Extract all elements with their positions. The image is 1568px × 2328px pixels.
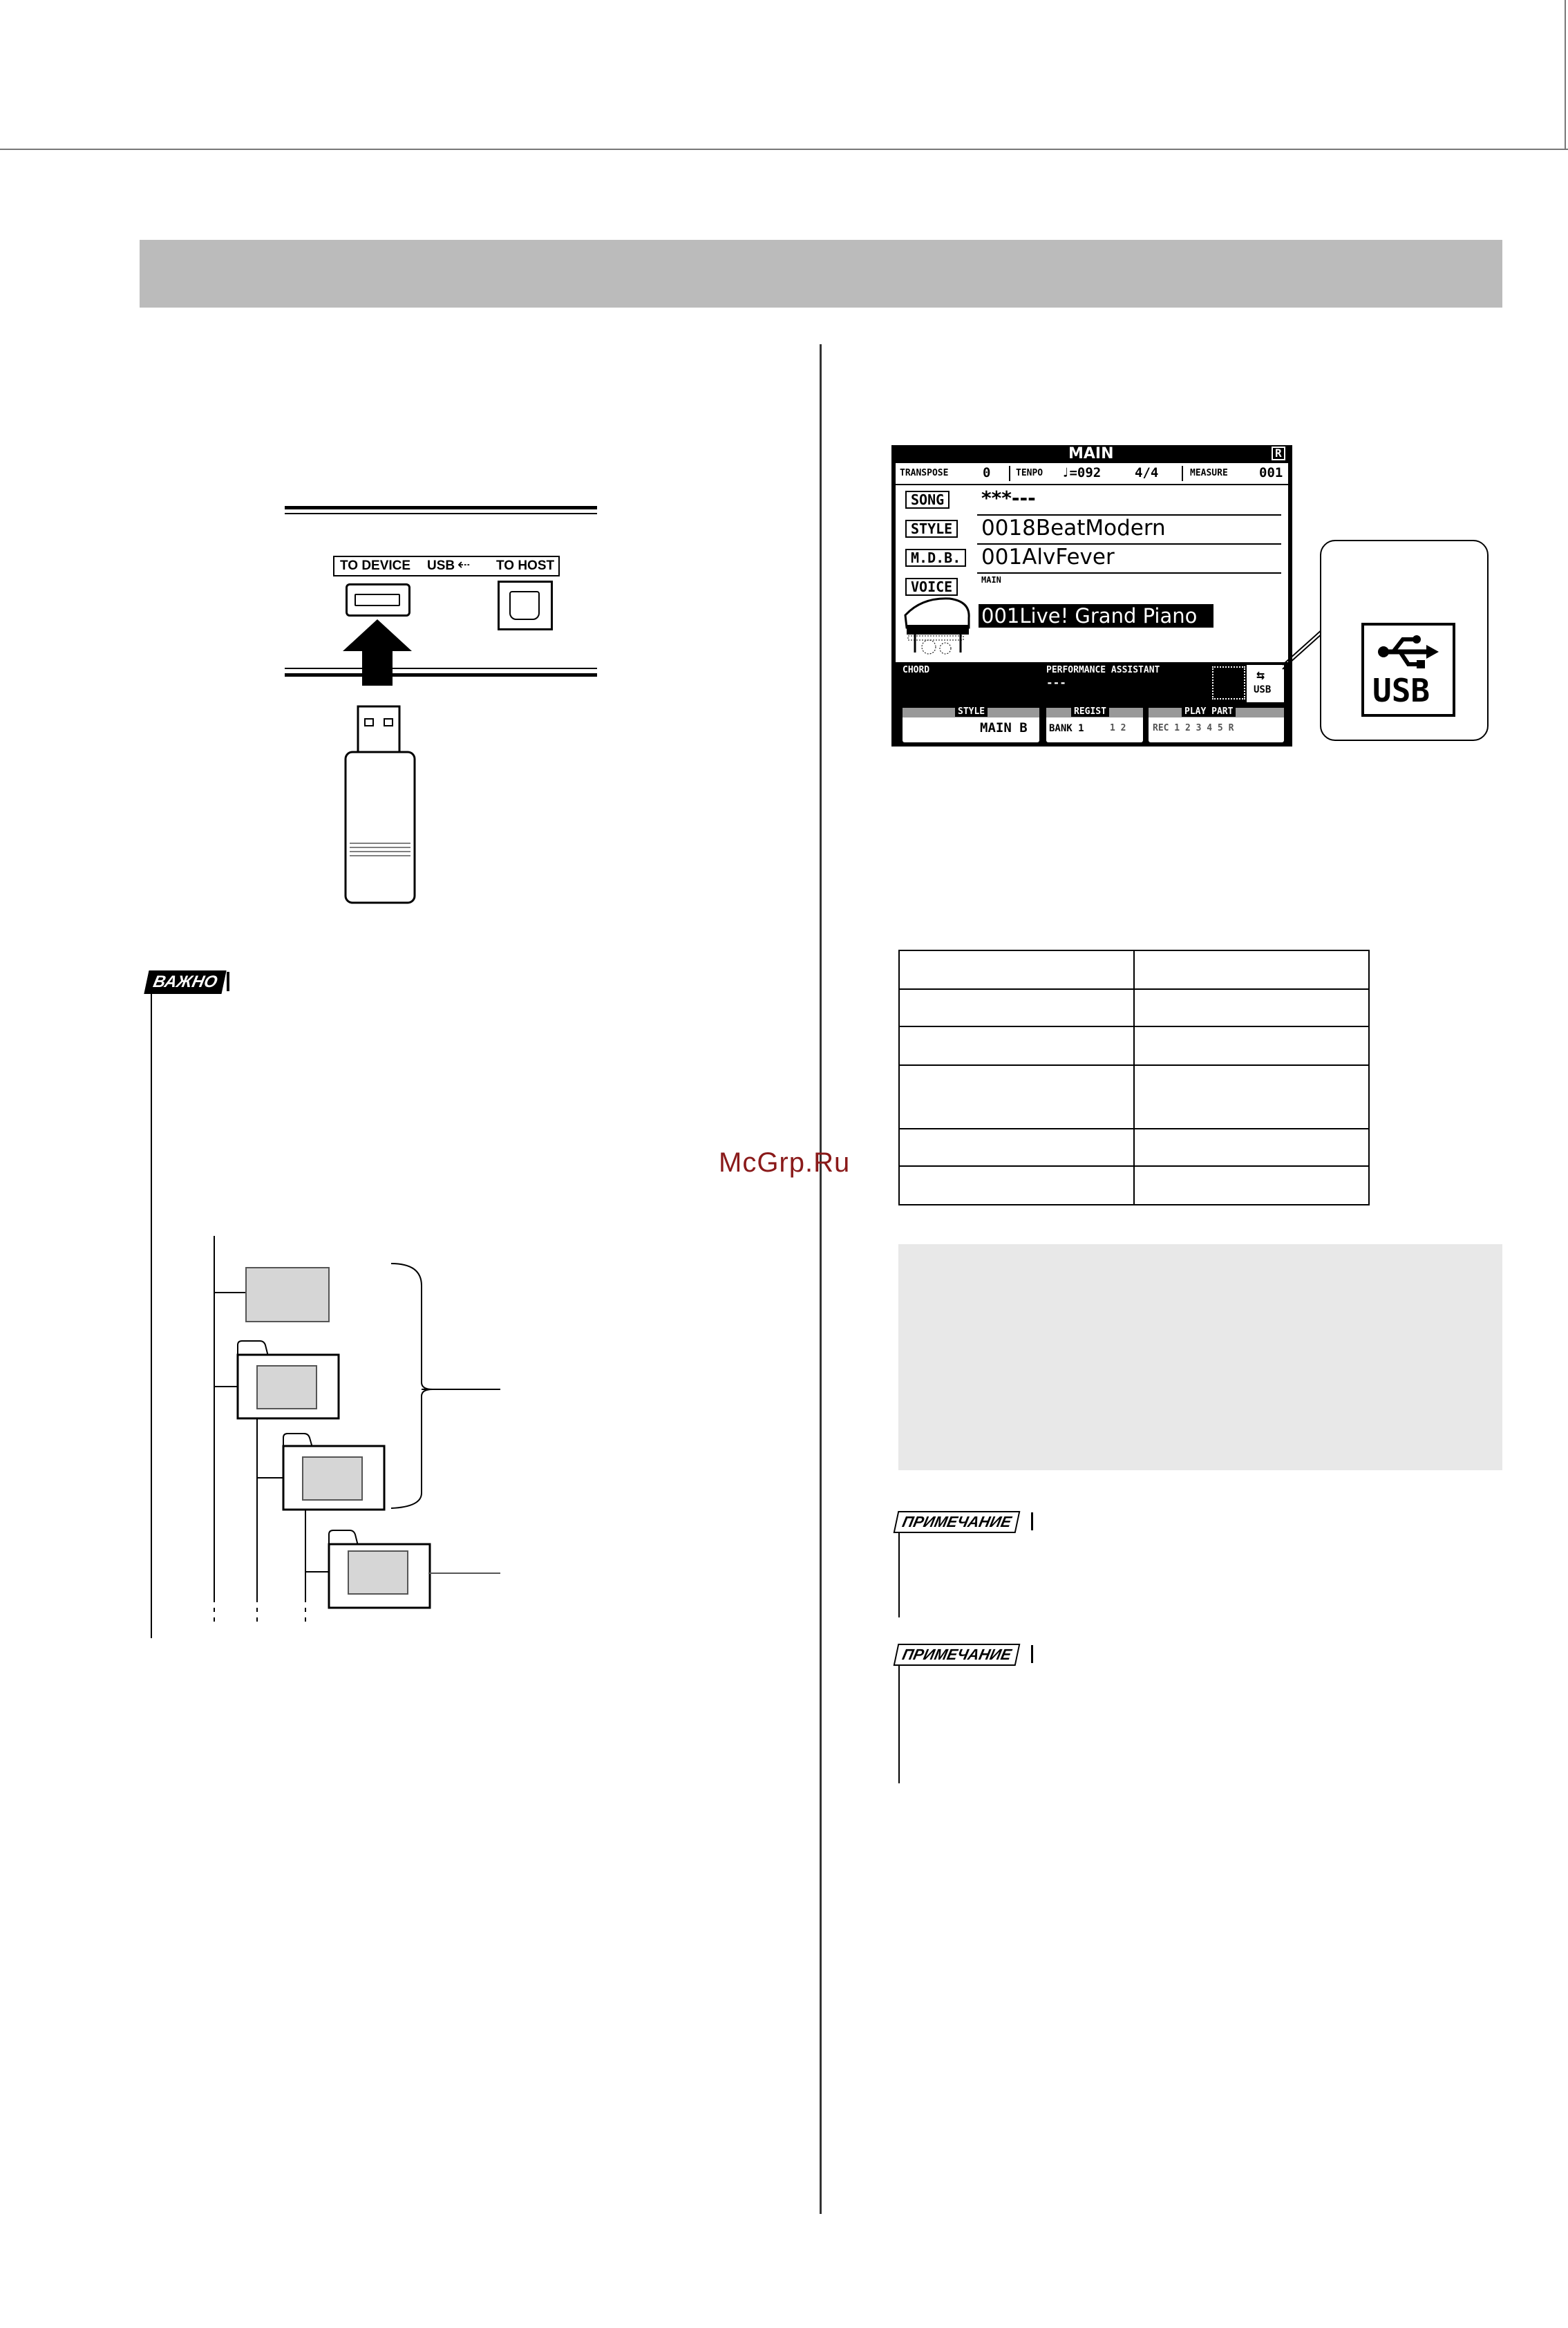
important-tag-mark: [227, 972, 229, 991]
table-cell: [1134, 1026, 1369, 1065]
lcd-title: MAIN: [1068, 445, 1114, 462]
mdb-value: 001AlvFever: [981, 545, 1115, 570]
measure-value: 001: [1259, 465, 1283, 480]
usb-indicator-enlarged: [1361, 623, 1455, 717]
table-cell: [1134, 1166, 1369, 1205]
important-left-bar: [151, 993, 152, 1638]
grand-piano-icon: [901, 594, 973, 655]
play-part-value: REC 1 2 3 4 5 R: [1153, 723, 1234, 733]
lcd-usb-symbol-icon: ⇆: [1256, 666, 1265, 683]
right-edge-rule: [1565, 0, 1566, 150]
insert-arrow-icon: [343, 619, 412, 686]
table-cell: [1134, 1129, 1369, 1166]
song-tag: SONG: [905, 491, 950, 509]
panel-edge-bottom: [285, 668, 597, 669]
usb-to-device-port[interactable]: [346, 583, 410, 617]
voice-sub-label: MAIN: [981, 575, 1001, 585]
note-1-bar: [898, 1533, 900, 1617]
info-divider-2: [1182, 466, 1183, 481]
section-header-band: [140, 240, 1502, 308]
lcd-info-row: [896, 463, 1288, 484]
mdb-tag: M.D.B.: [905, 549, 966, 567]
usb-indicator-callout: [1320, 540, 1489, 741]
voice-tag: VOICE: [905, 578, 958, 596]
shaded-info-box: [898, 1244, 1502, 1470]
voice-value: 001Live! Grand Piano: [979, 604, 1213, 628]
lcd-usb-label: USB: [1254, 684, 1272, 695]
table-row: [899, 1065, 1369, 1129]
usb-large-icon: [1377, 632, 1440, 671]
usb-label: USB: [427, 558, 455, 573]
table-cell: [1134, 989, 1369, 1026]
usb-to-host-port[interactable]: [498, 581, 553, 630]
regist-value: BANK 1: [1049, 723, 1084, 734]
note-tag-2-mark: [1031, 1645, 1033, 1663]
important-tag: ВАЖНО: [144, 970, 226, 994]
panel-edge-top: [285, 506, 597, 509]
usb-large-label: USB: [1372, 672, 1430, 709]
panel-edge-top-thin: [285, 513, 597, 514]
table-row: [899, 1166, 1369, 1205]
table-row: [899, 1129, 1369, 1166]
song-value: ***---: [981, 487, 1036, 509]
lcd-corner-badge: R: [1272, 447, 1285, 460]
to-host-label: TO HOST: [496, 558, 555, 573]
table-row: [899, 989, 1369, 1026]
time-signature: 4/4: [1135, 465, 1159, 480]
panel-edge-bottom-thick: [285, 673, 597, 677]
table-cell: [899, 989, 1134, 1026]
regist-section-box: [1046, 708, 1143, 742]
style-section-box: [903, 708, 1039, 742]
watermark-text: McGrp.Ru: [719, 1147, 851, 1178]
pa-value: ---: [1046, 676, 1066, 689]
table-row: [899, 950, 1369, 989]
chord-label: CHORD: [903, 665, 930, 675]
measure-label: MEASURE: [1190, 468, 1228, 478]
style-section-label: STYLE: [955, 706, 988, 717]
table-cell: [899, 1166, 1134, 1205]
table-cell: [899, 1065, 1134, 1129]
style-value: 0018BeatModern: [981, 516, 1166, 541]
table-cell: [1134, 1065, 1369, 1129]
table-cell: [899, 1129, 1134, 1166]
pa-label: PERFORMANCE ASSISTANT: [1046, 665, 1160, 675]
info-divider-1: [1009, 466, 1010, 481]
transpose-label: TRANSPOSE: [900, 468, 949, 478]
note-tag-1: ПРИМЕЧАНИЕ: [894, 1511, 1021, 1533]
top-rule: [0, 149, 1568, 150]
style-tag: STYLE: [905, 520, 958, 538]
info-table: [898, 950, 1370, 1205]
regist-section-label: REGIST: [1071, 706, 1109, 717]
lcd-display: [891, 445, 1292, 747]
usb-flash-drive-icon: [343, 705, 419, 905]
table-cell: [899, 950, 1134, 989]
usb-a-slot: [355, 594, 400, 606]
style-section-value: MAIN B: [980, 720, 1028, 735]
lcd-audio-icon: [1212, 666, 1245, 700]
usb-b-slot: [509, 591, 540, 620]
regist-numbers: 1 2: [1110, 723, 1126, 733]
to-device-label: TO DEVICE: [340, 558, 411, 573]
note-tag-2: ПРИМЕЧАНИЕ: [894, 1644, 1021, 1666]
usb-port-illustration: [276, 498, 608, 899]
note-tag-1-mark: [1031, 1512, 1033, 1530]
play-part-section-box: [1149, 708, 1284, 742]
usb-trident-icon: ⇠: [457, 556, 471, 573]
lcd-main-area: [896, 485, 1288, 662]
table-cell: [899, 1026, 1134, 1065]
folder-tree-diagram: [200, 1230, 518, 1631]
note-2-bar: [898, 1666, 900, 1783]
column-divider: [820, 344, 822, 2214]
table-cell: [1134, 950, 1369, 989]
tempo-label: TENPO: [1016, 468, 1043, 478]
play-part-section-label: PLAY PART: [1182, 706, 1236, 717]
transpose-value: 0: [983, 465, 991, 480]
table-row: [899, 1026, 1369, 1065]
lcd-usb-icon: [1247, 665, 1284, 702]
tempo-value: ♩=092: [1061, 465, 1102, 480]
mdb-underline: [977, 572, 1281, 574]
